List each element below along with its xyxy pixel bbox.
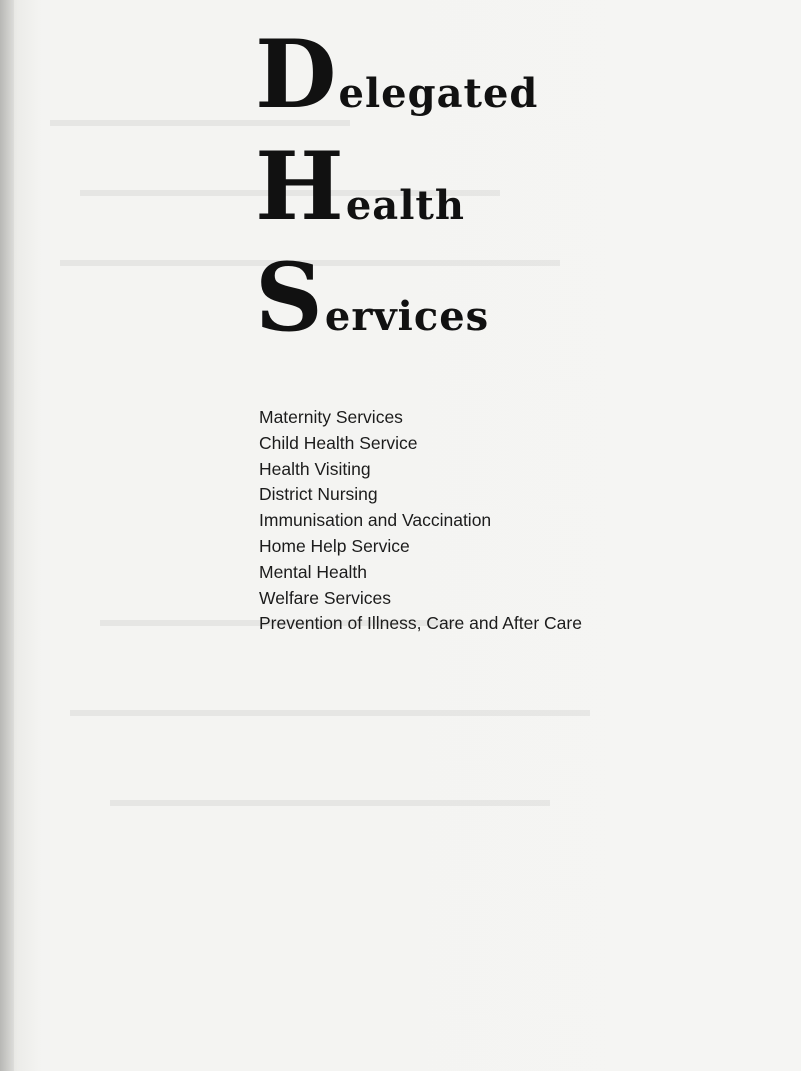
services-list <box>259 405 582 637</box>
title-line-health <box>255 132 465 242</box>
list-item: District Nursing <box>259 484 378 505</box>
list-item: Home Help Service <box>259 535 410 556</box>
page-title <box>255 18 575 353</box>
list-item: Maternity Services <box>259 407 403 427</box>
title-line-services <box>255 243 489 353</box>
list-item: Mental Health <box>259 561 367 582</box>
list-item: Welfare Services <box>259 587 391 608</box>
title-initial-s: S <box>255 243 325 353</box>
page-binding-shadow <box>0 0 14 1071</box>
list-item: Immunisation and Vaccination <box>259 510 492 531</box>
title-line-delegated <box>255 20 538 130</box>
list-item: Health Visiting <box>259 458 371 479</box>
title-initial-d: D <box>255 20 339 130</box>
title-rest-elegated: elegated <box>338 70 539 117</box>
title-initial-h: H <box>255 132 346 242</box>
list-item: Child Health Service <box>259 432 418 453</box>
title-rest-ealth: ealth <box>345 182 465 229</box>
title-rest-ervices: ervices <box>324 293 490 340</box>
list-item: Prevention of Illness, Care and After Care <box>259 613 582 634</box>
